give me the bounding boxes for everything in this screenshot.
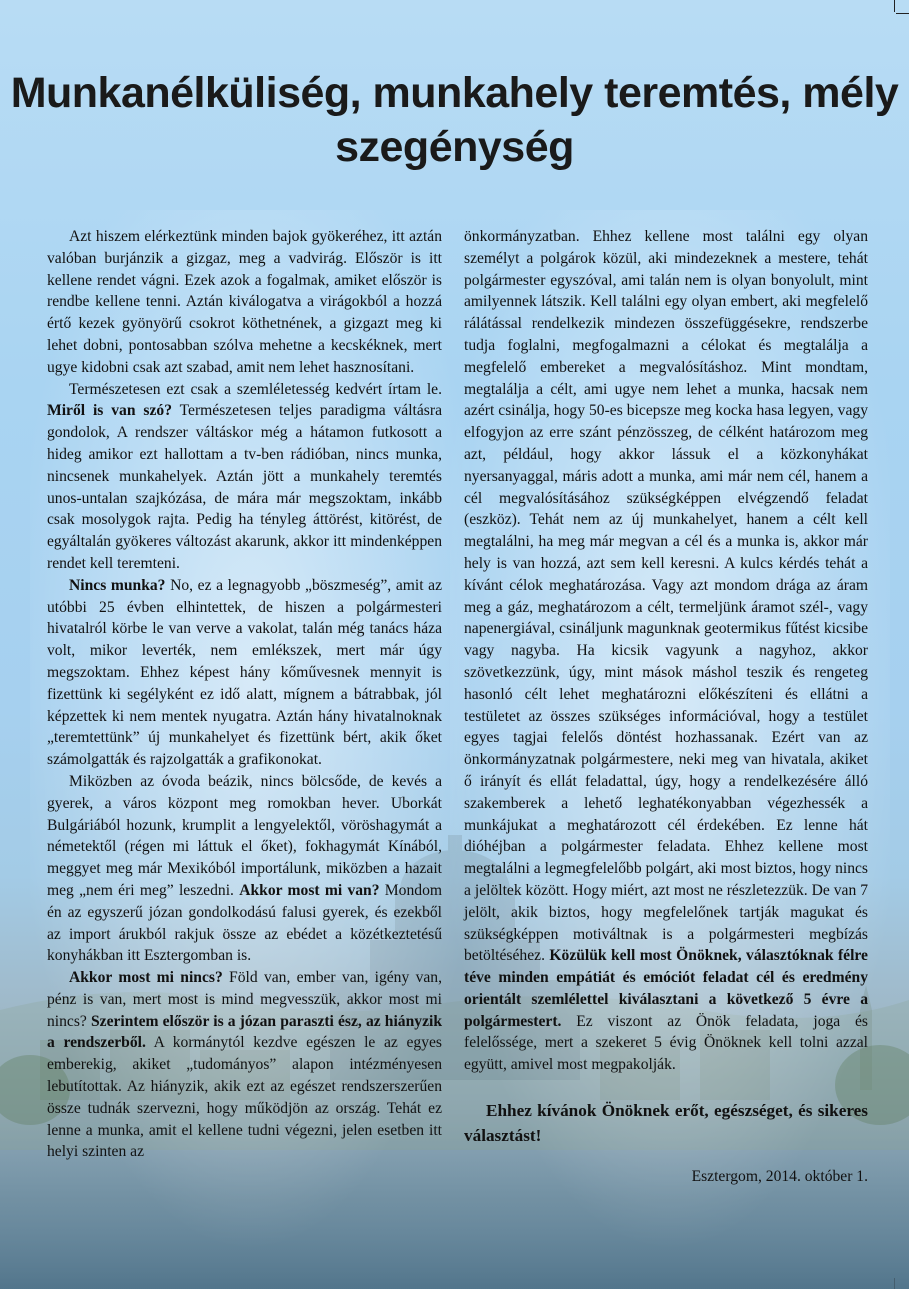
body-paragraph — [47, 771, 442, 967]
emphasis-text: Akkor most mi van? — [239, 881, 380, 899]
closing-wish: Ehhez kívánok Önöknek erőt, egészséget, és sikeres választást! — [464, 1101, 868, 1146]
emphasis-text: Miről is van szó? — [47, 402, 172, 420]
paragraph-text: Természetesen ezt csak a szemléletesség kedvért írtam le. — [69, 380, 442, 398]
paragraph-text: Miközben az óvoda beázik, nincs bölcsőde, de kevés a gyerek, a város központ meg romokban hever. Uborkát Bulgáriából hozunk, krumplit a lengyelektől, vöröshagymát a németektől (régen mi láttuk el őket), fokhagymát Kínából, meggyet meg már Mexikóból importálunk, miközben a hazait meg „nem éri meg” leszedni. — [47, 772, 442, 899]
paragraph-text: Azt hiszem elérkeztünk minden bajok gyökeréhez, itt aztán valóban burjánzik a gizgaz, meg a vadvirág. Először is itt kellene rendet vágni. Ezek azok a fogalmak, amiket először is rendbe kellene tenni. Aztán kiválogatva a virágokból a hozzá értő kezek gyönyörű csokrot köthetnének, a gizgazt meg ki lehet dobni, pontosabban szólva mehetne a kecskéknek, mert ugye kidobni csak azt szabad, amit nem lehet hasznosítani. — [47, 228, 442, 376]
body-paragraph — [464, 226, 868, 1076]
emphasis-text: Szerintem először is a józan paraszti ész, az hiányzik a rendszerből. — [47, 1012, 442, 1052]
left-text-column — [47, 226, 442, 1163]
paragraph-text: Mondom én az egyszerű józan gondolkodású falusi gyerek, és ezekből az import árukból rakjuk össze az ebédet a közétkeztetésű konyhákban itt Esztergomban is. — [47, 881, 442, 965]
emphasis-text: Akkor most mi nincs? — [69, 969, 223, 987]
paragraph-text: önkormányzatban. Ehhez kellene most találni egy olyan személyt a polgárok közül, aki mindezeknek a mestere, tehát polgármester egyszóval, ami talán nem is olyan bonyolult, mint amilyennek látszik. Kell találni egy olyan embert, aki megfelelő rálátással rendelkezik mindezen összefüggésekre, rendszerbe tudja foglalni, megfogalmazni a célokat és megtalálja a megfelelő embereket a megvalósításhoz. Mint mondtam, megtalálja a célt, ami ugye nem lehet a munka, hacsak nem azért csinálja, hogy 50-es bicepsze meg kocka hasa legyen, vagy elfogyjon az erre szánt pénzösszeg, de célként határozom meg azt, például, hogy akkor lássuk el a közkonyhákat nyersanyaggal, máris adott a munka, ami már nem cél, hanem a cél megvalósításához szükségképpen elvégzendő feladat (eszköz). Tehát nem az új munkahelyet, hanem a célt kell megtalálni, ha meg már megvan a cél és a munka is, akkor már hely is van hozzá, azt sem kell keresni. A kulcs kérdés tehát a kívánt célok meghatározása. Vagy azt mondom drága az áram meg a gáz, meghatározom a célt, termeljünk áramot szél-, vagy napenergiával, csináljunk magunknak geotermikus fűtést kicsibe vagy nagyba. Ha kicsik vagyunk a nagyhoz, akkor szövetkezzünk, úgy, mint mások máshol teszik és rengeteg hasonló célt lehet meghatározni előkészíteni és ellátni a testületet az összes szükséges információval, hogy a testület egyes tagjai felelős döntést hozhassanak. Ezért van az önkormányzatnak polgármestere, neki meg van hivatala, akiket ő irányít és ellát feladattal, úgy, hogy a rendelkezésére álló szakemberek a lehető leghatékonyabban végezhessék a munkájukat a meghatározott cél érdekében. Ez lenne hát dióhéjban a polgármester feladata. Ehhez kellene most megtalálni a legmegfelelőbb polgárt, aki most biztos, hogy nincs a jelöltek között. Hogy miért, azt most ne részletezzük. De van 7 jelölt, akik biztos, hogy megfelelőnek tartják magukat és szükségképpen motiváltnak is a polgármesteri megbízás betöltéséhez. — [464, 228, 868, 965]
paragraph-text: Ez viszont az Önök feladata, joga és felelőssége, mert a szekeret 5 évig Önöknek kell tolni azzal együtt, amivel most megpakolják. — [464, 1012, 868, 1074]
body-paragraph — [47, 967, 442, 1163]
emphasis-text: Közülük kell most Önöknek, választóknak félre téve minden empátiát és emóciót feladat cél és eredmény orientált szemlélettel kiválasztani a következő 5 évre a polgármestert. — [464, 947, 868, 1030]
paragraph-text: Természetesen teljes paradigma váltásra gondolok, A rendszer váltáskor még a hátamon futkosott a hideg amikor ezt hallottam a tv-ben rádióban, nincs munka, nincsenek munkahelyek. Aztán jött a munkahely teremtés unos-untalan szajkózása, de mára már megszoktam, inkább csak mosolygok rajta. Pedig ha tényleg áttörést, kitörést, de egyáltalán gyökeres változást akarunk, akkor itt mindenképpen rendet kell teremteni. — [47, 402, 442, 572]
page-title: Munkanélküliség, munkahely teremtés, mély szegénység — [10, 69, 899, 171]
paragraph-text: Föld van, ember van, igény van, pénz is van, mert most is mind megvesszük, akkor most mi nincs? — [47, 969, 442, 1030]
body-paragraph — [47, 379, 442, 575]
body-paragraph — [47, 575, 442, 771]
paragraph-text: A kormánytól kezdve egészen le az egyes emberekig, akiket „tudományos” alapon intézményesen lebutítottak. Az hiányzik, akik ezt az egészet rendszerszerűen össze tudnák szervezni, hogy működjön az ország. Tehát ez lenne a munka, amit el kellene tudni végezni, jelen esetben itt helyi szinten az — [47, 1034, 442, 1161]
body-paragraph — [47, 226, 442, 379]
right-text-column — [464, 226, 868, 1188]
date-line: Esztergom, 2014. október 1. — [691, 1168, 868, 1186]
emphasis-text: Nincs munka? — [69, 576, 166, 594]
paragraph-text: No, ez a legnagyobb „böszmeség”, amit az utóbbi 25 évben elhintettek, de hiszen a polgármesteri hivatalról körbe le van verve a vakolat, talán még tanács háza volt, mikor leverték, nem emlékszek, mert már úgy megszoktam. Ehhez képest hány kőművesnek mennyit is fizettünk ki segélyként ez idő alatt, mígnem a bátrabbak, jól képzettek ki nem mentek nyugatra. Aztán hány hivatalnoknak „teremtettünk” új munkahelyet és fizettünk bért, akik őket számolgatták és rajzolgatták a grafikonokat. — [47, 576, 442, 769]
